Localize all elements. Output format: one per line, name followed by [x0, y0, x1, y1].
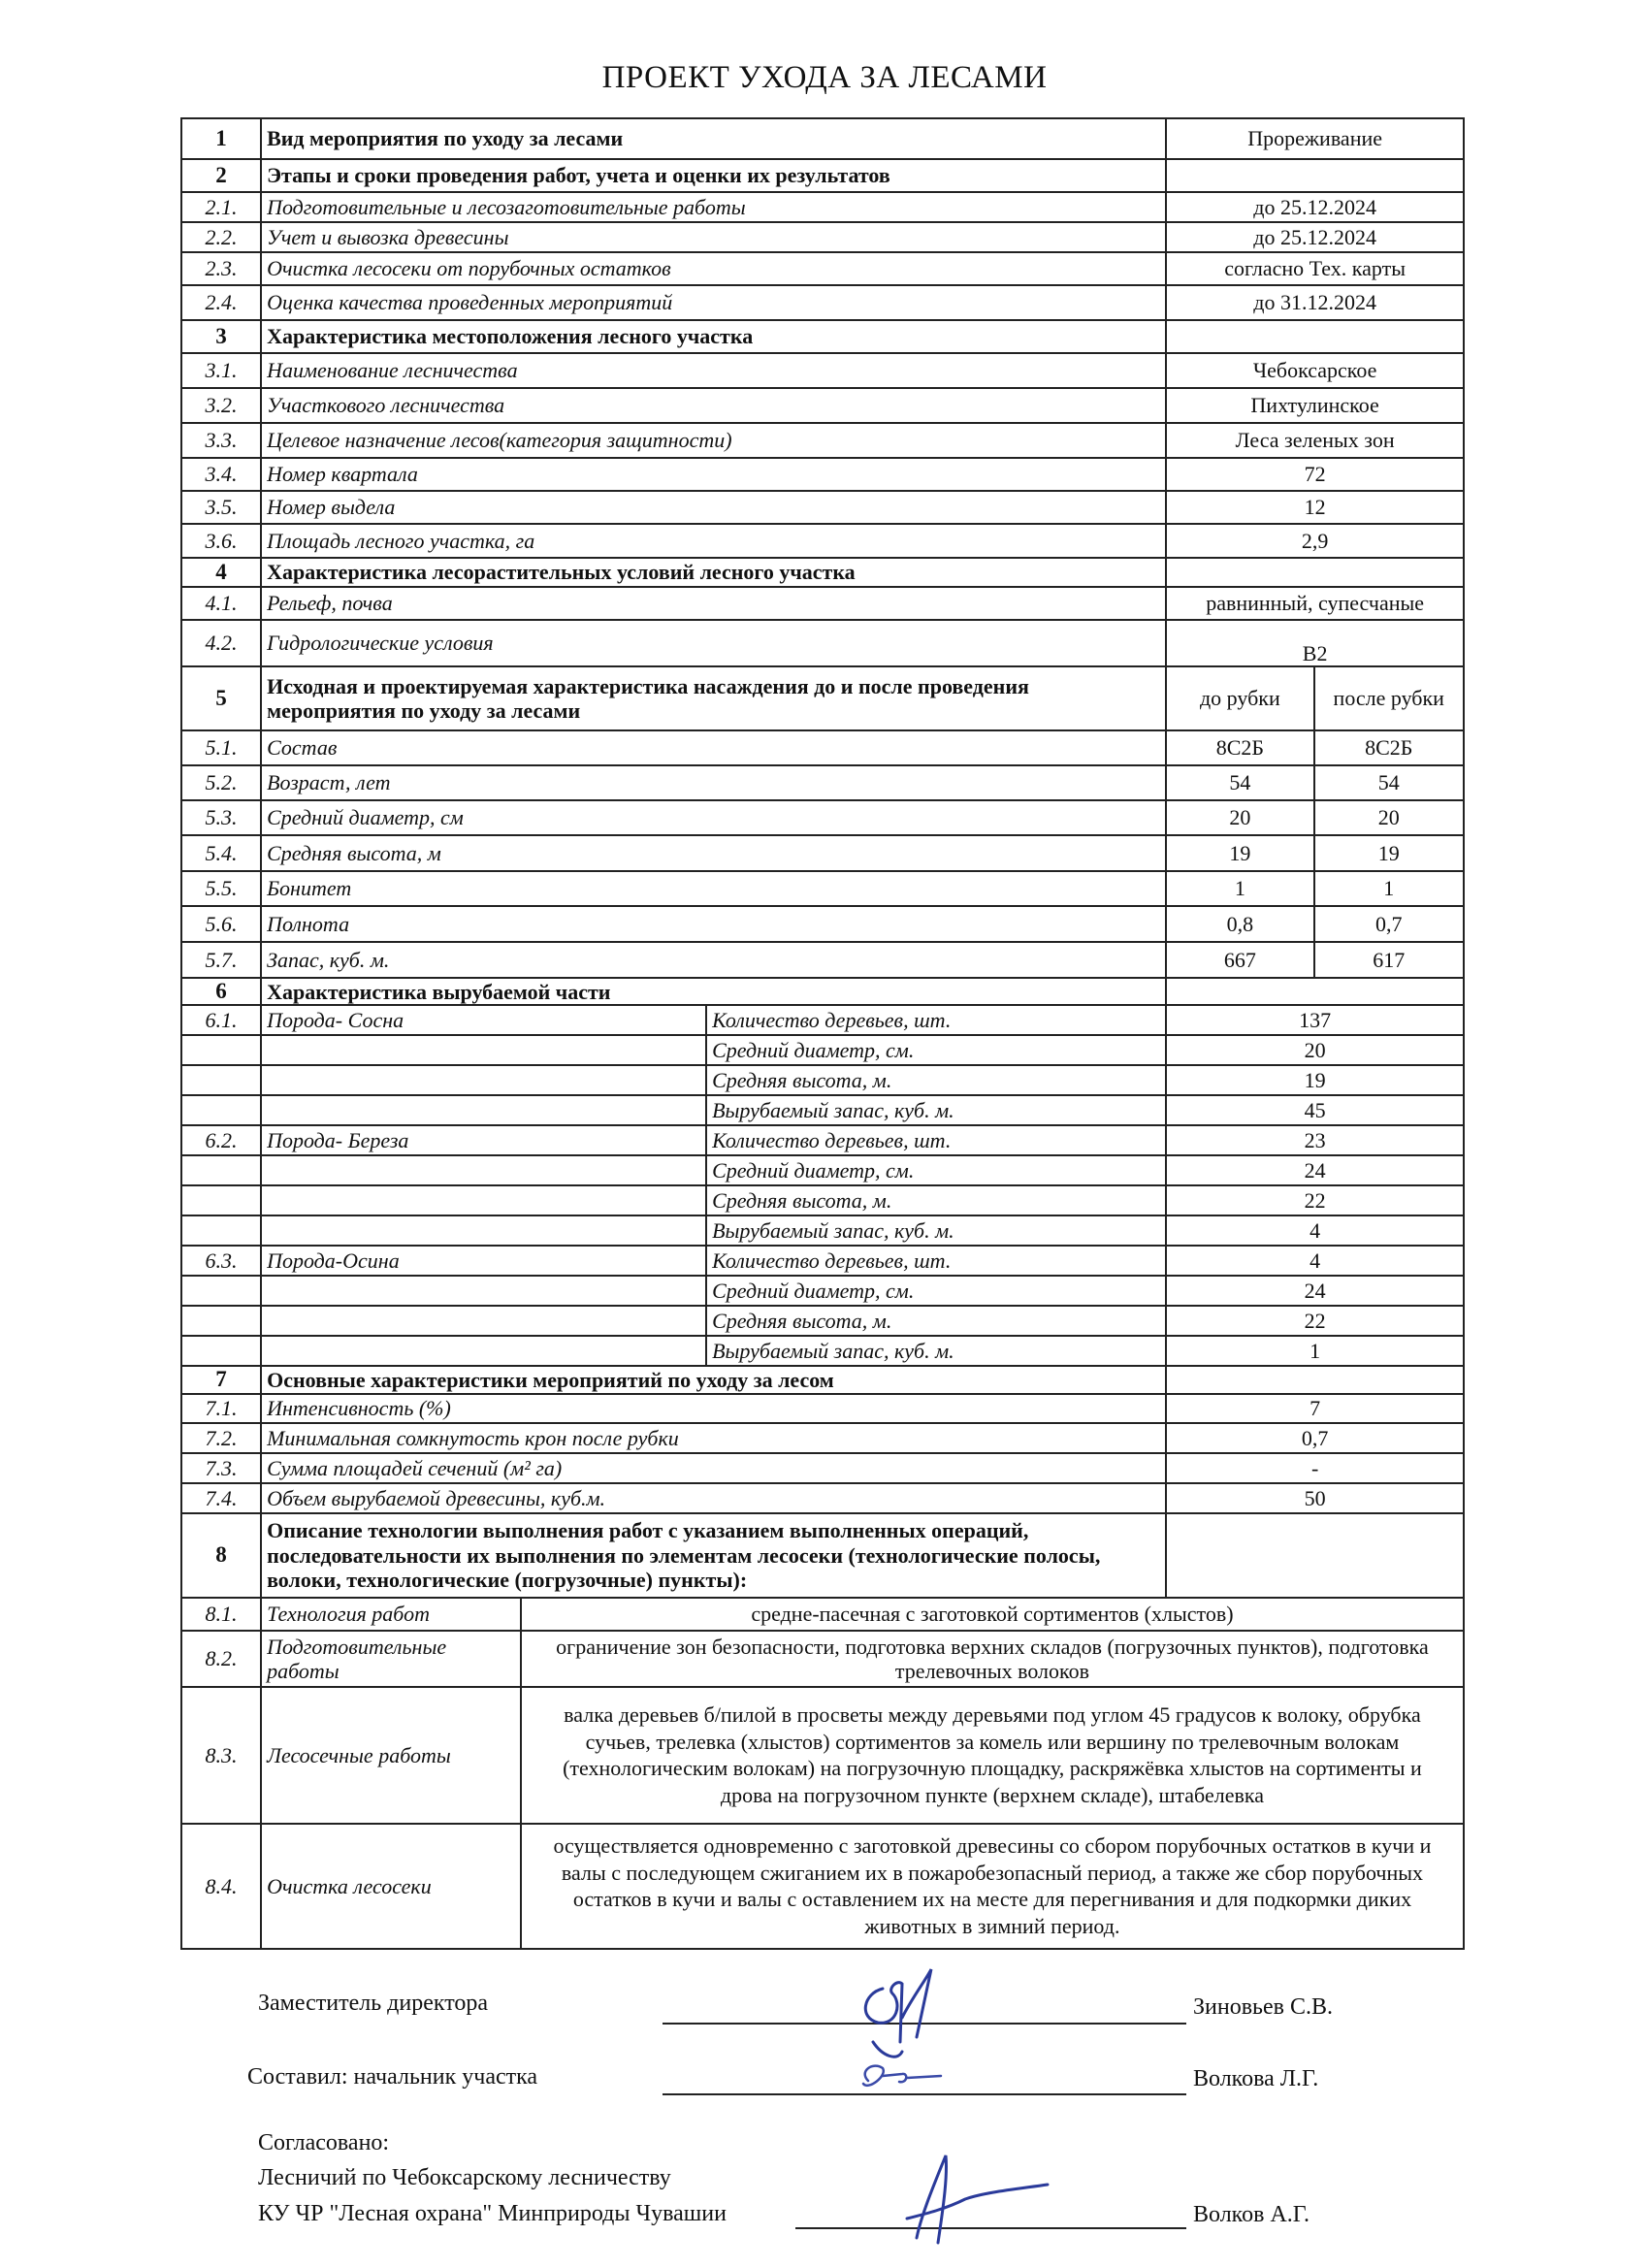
- row-5-5: 5.5. Бонитет 1 1: [181, 871, 1464, 906]
- row-3-6: 3.6. Площадь лесного участка, га 2,9: [181, 524, 1464, 558]
- row-3-4: 3.4. Номер квартала 72: [181, 458, 1464, 491]
- species-name: Порода- Береза: [261, 1125, 706, 1155]
- row-2: 2 Этапы и сроки проведения работ, учета и оценки их результатов: [181, 159, 1464, 192]
- forester-position: Лесничий по Чебоксарскому лесничеству: [258, 2165, 671, 2190]
- species-number: [181, 1336, 261, 1366]
- project-table: [180, 117, 1465, 1950]
- row-4-2: 4.2. Гидрологические условия В2: [181, 620, 1464, 666]
- agreed-label: Согласовано:: [258, 2130, 390, 2155]
- species-param-label: Средний диаметр, см.: [706, 1155, 1166, 1185]
- row-8: 8 Описание технологии выполнения работ с указанием выполненных операций, последовательности их выполнения по элементам лесосеки (технологические полосы, волоки, технологические (погрузочные) пункты):: [181, 1513, 1464, 1598]
- species-name: [261, 1155, 706, 1185]
- row-7-3: 7.3. Сумма площадей сечений (м² га) -: [181, 1453, 1464, 1483]
- species-number: 6.2.: [181, 1125, 261, 1155]
- species-param-value: 4: [1166, 1246, 1464, 1276]
- composer-signature: [849, 2057, 955, 2100]
- species-param-value: 45: [1166, 1095, 1464, 1125]
- species-number: 6.1.: [181, 1005, 261, 1035]
- species-param-label: Вырубаемый запас, куб. м.: [706, 1215, 1166, 1246]
- species-param-label: Вырубаемый запас, куб. м.: [706, 1336, 1166, 1366]
- species-param-value: 22: [1166, 1185, 1464, 1215]
- deputy-name: Зиновьев С.В.: [1193, 1994, 1333, 2020]
- species-number: [181, 1065, 261, 1095]
- species-number: [181, 1215, 261, 1246]
- row-5-4: 5.4. Средняя высота, м 19 19: [181, 835, 1464, 871]
- row-2-4: 2.4. Оценка качества проведенных мероприятий до 31.12.2024: [181, 285, 1464, 320]
- row-6: 6 Характеристика вырубаемой части: [181, 978, 1464, 1005]
- species-number: [181, 1155, 261, 1185]
- species-number: [181, 1306, 261, 1336]
- species-name: [261, 1095, 706, 1125]
- species-name: [261, 1215, 706, 1246]
- row-7: 7 Основные характеристики мероприятий по уходу за лесом: [181, 1366, 1464, 1393]
- species-row: [181, 1095, 1464, 1125]
- species-name: [261, 1065, 706, 1095]
- forester-organization: КУ ЧР "Лесная охрана" Минприроды Чувашии: [258, 2201, 727, 2226]
- deputy-signature: [844, 1950, 951, 2071]
- species-param-label: Средняя высота, м.: [706, 1185, 1166, 1215]
- row-3-1: 3.1. Наименование лесничества Чебоксарское: [181, 353, 1464, 388]
- species-param-value: 137: [1166, 1005, 1464, 1035]
- species-name: Порода-Осина: [261, 1246, 706, 1276]
- species-name: Порода- Сосна: [261, 1005, 706, 1035]
- row-8-1: 8.1. Технология работ средне-пасечная с заготовкой сортиментов (хлыстов): [181, 1598, 1464, 1631]
- row-7-2: 7.2. Минимальная сомкнутость крон после рубки 0,7: [181, 1423, 1464, 1453]
- species-row: [181, 1035, 1464, 1065]
- row-5-1: 5.1. Состав 8С2Б 8С2Б: [181, 730, 1464, 765]
- species-row: [181, 1306, 1464, 1336]
- species-param-value: 4: [1166, 1215, 1464, 1246]
- row-5: 5 Исходная и проектируемая характеристика насаждения до и после проведения мероприятия по уходу за лесами до рубки после рубки: [181, 666, 1464, 730]
- forester-name: Волков А.Г.: [1193, 2202, 1310, 2227]
- row-2-2: 2.2. Учет и вывозка древесины до 25.12.2024: [181, 222, 1464, 252]
- row-3: 3 Характеристика местоположения лесного участка: [181, 320, 1464, 353]
- row-3-5: 3.5. Номер выдела 12: [181, 491, 1464, 524]
- row-4-1: 4.1. Рельеф, почва равнинный, супесчаные: [181, 587, 1464, 620]
- species-param-label: Средний диаметр, см.: [706, 1035, 1166, 1065]
- species-number: [181, 1276, 261, 1306]
- species-number: [181, 1035, 261, 1065]
- species-row: [181, 1155, 1464, 1185]
- species-param-value: 24: [1166, 1155, 1464, 1185]
- species-param-label: Количество деревьев, шт.: [706, 1005, 1166, 1035]
- document-title: ПРОЕКТ УХОДА ЗА ЛЕСАМИ: [601, 60, 1048, 95]
- species-param-label: Средняя высота, м.: [706, 1306, 1166, 1336]
- row-7-1: 7.1. Интенсивность (%) 7: [181, 1394, 1464, 1423]
- species-param-value: 19: [1166, 1065, 1464, 1095]
- row-2-3: 2.3. Очистка лесосеки от порубочных остатков согласно Тех. карты: [181, 252, 1464, 285]
- species-row: [181, 1336, 1464, 1366]
- species-name: [261, 1185, 706, 1215]
- row-5-7: 5.7. Запас, куб. м. 667 617: [181, 942, 1464, 978]
- species-param-value: 20: [1166, 1035, 1464, 1065]
- species-number: [181, 1095, 261, 1125]
- row-2-1: 2.1. Подготовительные и лесозаготовительные работы до 25.12.2024: [181, 192, 1464, 222]
- species-param-value: 1: [1166, 1336, 1464, 1366]
- species-row: [181, 1185, 1464, 1215]
- species-number: 6.3.: [181, 1246, 261, 1276]
- row-5-6: 5.6. Полнота 0,8 0,7: [181, 906, 1464, 942]
- row-8-3: 8.3. Лесосечные работы валка деревьев б/пилой в просветы между деревьями под углом 45 градусов к волоку, обрубка сучьев, трелевка (хлыстов) сортиментов за комель или вершину по трелевочным волокам (технологическим волокам) на погрузочную площадку, раскряжёвка хлыстов на сортименты и дрова на погрузочном пункте (верхнем складе), штабелевка: [181, 1687, 1464, 1824]
- species-param-label: Средний диаметр, см.: [706, 1276, 1166, 1306]
- species-param-value: 24: [1166, 1276, 1464, 1306]
- species-row: [181, 1215, 1464, 1246]
- species-param-label: Средняя высота, м.: [706, 1065, 1166, 1095]
- species-number: [181, 1185, 261, 1215]
- species-name: [261, 1035, 706, 1065]
- composer-label: Составил: начальник участка: [247, 2064, 538, 2090]
- species-row: [181, 1065, 1464, 1095]
- row-8-2: 8.2. Подготовительные работы ограничение зон безопасности, подготовка верхних складов (погрузочных пунктов), подготовка трелевочных волоков: [181, 1631, 1464, 1687]
- row-3-2: 3.2. Участкового лесничества Пихтулинское: [181, 388, 1464, 423]
- species-param-label: Вырубаемый запас, куб. м.: [706, 1095, 1166, 1125]
- species-row: [181, 1276, 1464, 1306]
- forester-signature: [878, 2146, 1072, 2252]
- deputy-label: Заместитель директора: [258, 1991, 489, 2016]
- species-row: [181, 1246, 1464, 1276]
- row-4: 4 Характеристика лесорастительных условий лесного участка: [181, 558, 1464, 587]
- row-3-3: 3.3. Целевое назначение лесов(категория защитности) Леса зеленых зон: [181, 423, 1464, 458]
- species-name: [261, 1306, 706, 1336]
- row-1: 1 Вид мероприятия по уходу за лесами Прореживание: [181, 118, 1464, 159]
- species-param-value: 22: [1166, 1306, 1464, 1336]
- species-row: [181, 1125, 1464, 1155]
- composer-name: Волкова Л.Г.: [1193, 2066, 1319, 2091]
- species-param-label: Количество деревьев, шт.: [706, 1125, 1166, 1155]
- species-name: [261, 1276, 706, 1306]
- species-param-value: 23: [1166, 1125, 1464, 1155]
- species-name: [261, 1336, 706, 1366]
- row-5-3: 5.3. Средний диаметр, см 20 20: [181, 800, 1464, 835]
- row-5-2: 5.2. Возраст, лет 54 54: [181, 765, 1464, 800]
- row-7-4: 7.4. Объем вырубаемой древесины, куб.м. 50: [181, 1483, 1464, 1513]
- species-row: [181, 1005, 1464, 1035]
- row-8-4: 8.4. Очистка лесосеки осуществляется одновременно с заготовкой древесины со сбором порубочных остатков в кучи и валы с последующем сжиганием их в пожаробезопасный период, а также же сбор порубочных остатков в кучи и валы с оставлением их на месте для перегнивания и для подкормки диких животных в зимний период.: [181, 1824, 1464, 1949]
- species-param-label: Количество деревьев, шт.: [706, 1246, 1166, 1276]
